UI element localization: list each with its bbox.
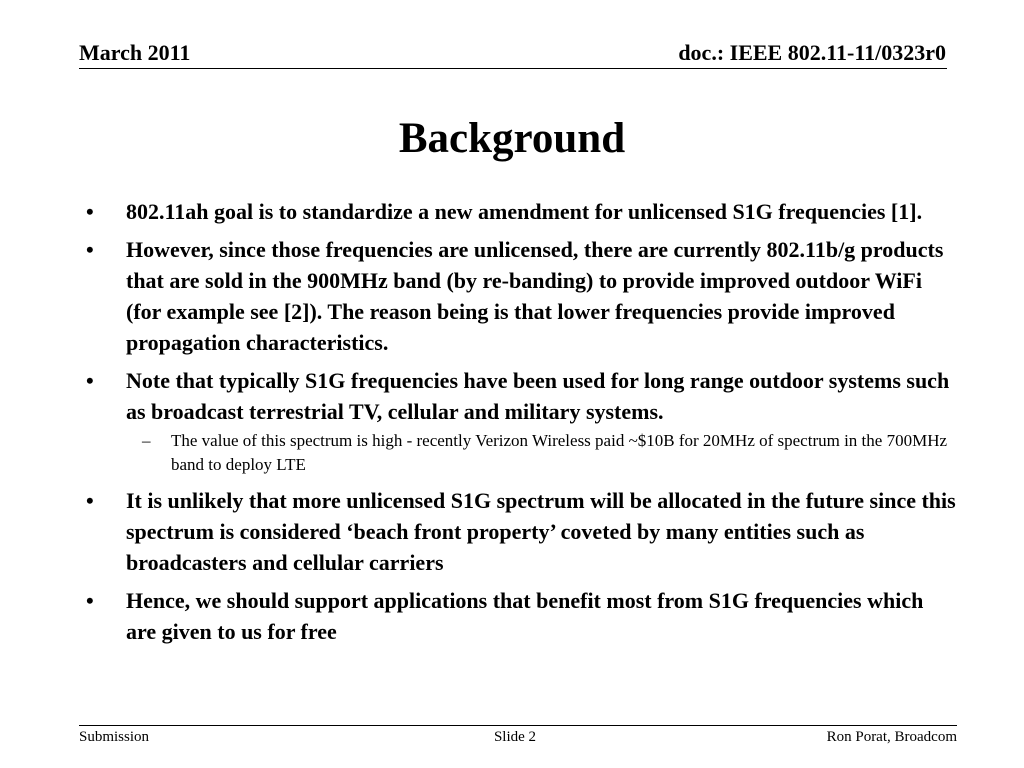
header-divider <box>79 68 947 69</box>
sub-bullet-text: The value of this spectrum is high - recently Verizon Wireless paid ~$10B for 20MHz of spectrum in the 700MHz band to deploy LTE <box>171 431 948 474</box>
bullet-item <box>86 365 956 427</box>
slide-body <box>86 196 956 654</box>
bullet-marker: • <box>86 588 94 613</box>
footer-author: Ron Porat, Broadcom <box>826 729 957 745</box>
bullet-item <box>86 234 956 358</box>
footer-submission: Submission <box>79 729 150 745</box>
bullet-text: Note that typically S1G frequencies have been used for long range outdoor systems such as broadcast terrestrial TV, cellular and military systems. <box>126 368 950 424</box>
bullet-marker: • <box>86 488 94 513</box>
bullet-marker: • <box>86 199 94 224</box>
bullet-marker: • <box>86 237 94 262</box>
header-date: March 2011 <box>79 40 191 65</box>
sub-bullet-marker: – <box>142 431 151 450</box>
bullet-text: Hence, we should support applications that benefit most from S1G frequencies which are given to us for free <box>126 588 924 644</box>
slide-title: Background <box>398 115 626 162</box>
header-doc-id: doc.: IEEE 802.11-11/0323r0 <box>678 40 946 65</box>
sub-bullet-item <box>86 429 956 477</box>
footer-divider <box>79 725 957 726</box>
bullet-marker: • <box>86 368 94 393</box>
bullet-item <box>86 196 956 227</box>
bullet-item <box>86 585 956 647</box>
bullet-text: However, since those frequencies are unlicensed, there are currently 802.11b/g products that are sold in the 900MHz band (by re-banding) to provide improved outdoor WiFi (for example see [2]). The reason being is that lower frequencies provide improved propagation characteristics. <box>126 237 944 355</box>
footer-slide-number: Slide 2 <box>493 729 537 745</box>
bullet-text: It is unlikely that more unlicensed S1G spectrum will be allocated in the future since this spectrum is considered ‘beach front property’ coveted by many entities such as broadcasters and cellular carriers <box>126 488 956 575</box>
bullet-text: 802.11ah goal is to standardize a new amendment for unlicensed S1G frequencies [1]. <box>126 199 923 224</box>
bullet-item <box>86 485 956 578</box>
